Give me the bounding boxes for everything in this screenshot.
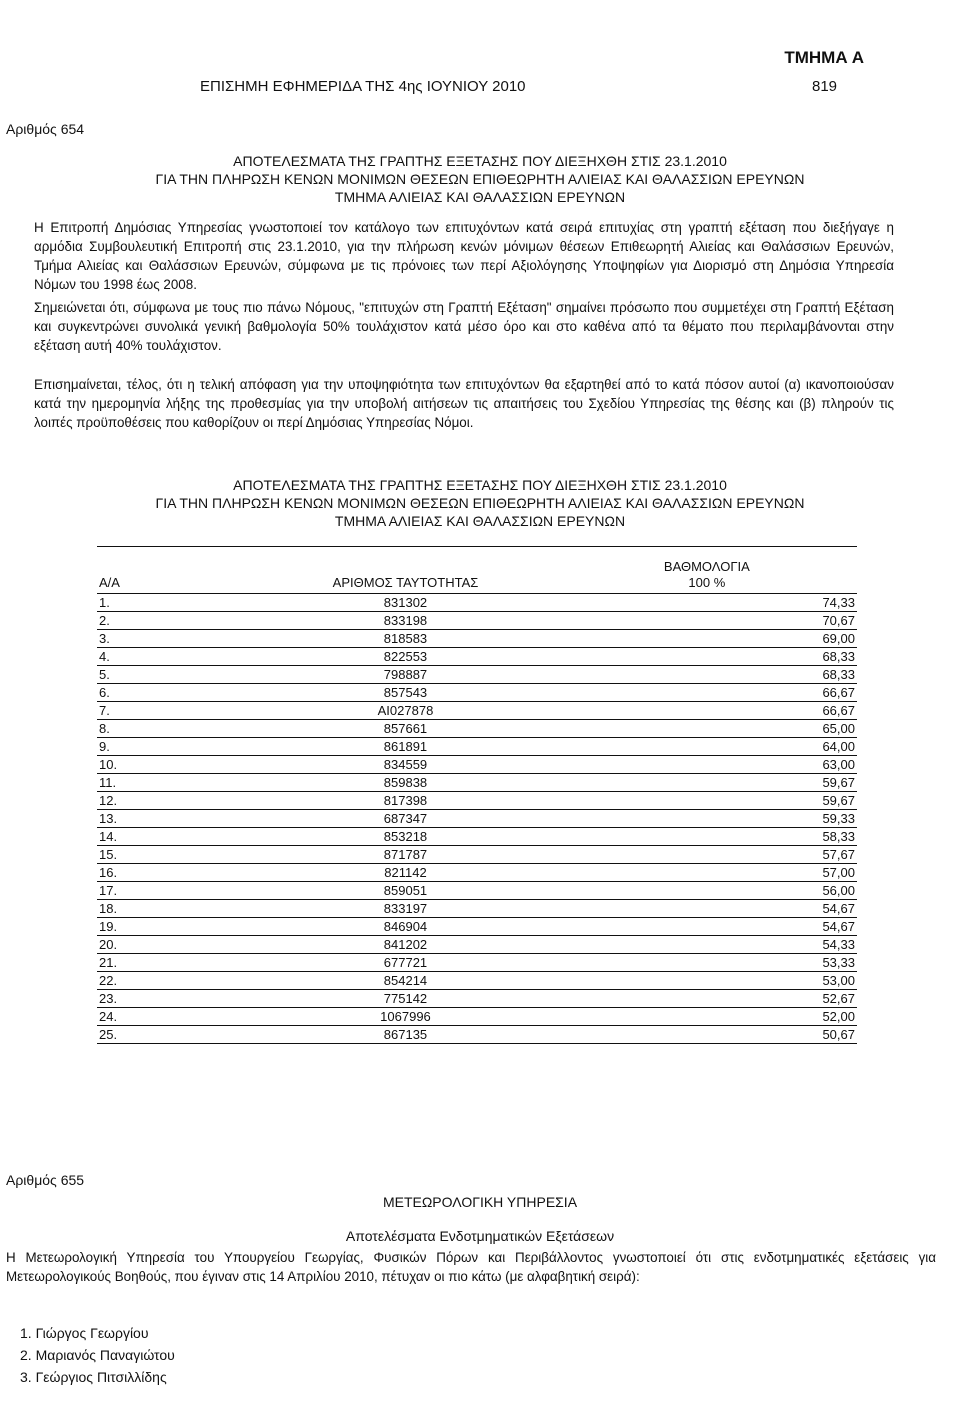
row-number: 21.	[97, 954, 252, 972]
table-row	[97, 594, 857, 612]
id-number: 859051	[252, 882, 558, 900]
notice-number: Αριθμός 655	[6, 1172, 85, 1188]
score: 68,33	[559, 648, 857, 666]
paragraph	[34, 298, 894, 355]
table-row	[97, 882, 857, 900]
row-number: 8.	[97, 720, 252, 738]
row-number: 11.	[97, 774, 252, 792]
id-number: AI027878	[252, 702, 558, 720]
row-number: 23.	[97, 990, 252, 1008]
paragraph-text: Η Επιτροπή Δημόσιας Υπηρεσίας γνωστοποιεί τον κατάλογο των επιτυχόντων κατά σειρά επιτυχίας στη γραπτή εξέταση που διεξήγαγε η αρμόδια Συμβουλευτική Επιτροπή στις 23.1.2010, για την πλήρωση κενών μόνιμων θέσεων Επιθεωρητή Αλιείας και Θαλάσσιων Ερευνών, Τμήμα Αλιείας και Θαλάσσιων Ερευνών, σύμφωνα με τις πρόνοιες των περί Αξιολόγησης Υποψηφίων για Διορισμό στη Δημόσια Υπηρεσία Νόμων του 1998 έως 2008.	[34, 220, 894, 292]
table-row	[97, 828, 857, 846]
table-row	[97, 756, 857, 774]
row-number: 1.	[97, 594, 252, 612]
table-row	[97, 720, 857, 738]
id-number: 867135	[252, 1026, 558, 1044]
paragraph-text: Σημειώνεται ότι, σύμφωνα με τους πιο πάνω Νόμους, "επιτυχών στη Γραπτή Εξέταση" σημαίνει πρόσωπο που συμμετέχει στη Γραπτή Εξέταση και συγκεντρώνει συνολικά γενική βαθμολογία 50% τουλάχιστον κατά μέσο όρο και στο καθένα από τα θέματο που περιλαμβάνονται στην εξέταση αυτή 40% τουλάχιστον.	[34, 300, 894, 353]
heading-line: ΤΜΗΜΑ ΑΛΙΕΙΑΣ ΚΑΙ ΘΑΛΑΣΣΙΩΝ ΕΡΕΥΝΩΝ	[334, 189, 626, 205]
notice-heading	[40, 152, 920, 206]
score: 69,00	[559, 630, 857, 648]
score: 57,67	[559, 846, 857, 864]
names-list	[20, 1322, 175, 1388]
id-number: 857661	[252, 720, 558, 738]
table-body	[97, 594, 857, 1044]
score: 66,67	[559, 684, 857, 702]
id-number: 798887	[252, 666, 558, 684]
subtitle: Αποτελέσματα Ενδοτμηματικών Εξετάσεων	[345, 1228, 615, 1244]
id-number: 846904	[252, 918, 558, 936]
id-number: 833197	[252, 900, 558, 918]
score: 54,33	[559, 936, 857, 954]
score: 59,33	[559, 810, 857, 828]
score: 68,33	[559, 666, 857, 684]
heading-line: ΑΠΟΤΕΛΕΣΜΑΤΑ ΤΗΣ ΓΡΑΠΤΗΣ ΕΞΕΤΑΣΗΣ ΠΟΥ ΔΙΕΞΗΧΘΗ ΣΤΙΣ 23.1.2010	[233, 153, 727, 169]
id-number: 854214	[252, 972, 558, 990]
id-number: 831302	[252, 594, 558, 612]
score: 50,67	[559, 1026, 857, 1044]
section-label: ΤΜΗΜΑ Α	[784, 48, 864, 67]
row-number: 22.	[97, 972, 252, 990]
id-number: 853218	[252, 828, 558, 846]
score: 59,67	[559, 774, 857, 792]
paragraph	[34, 218, 894, 294]
table-row	[97, 702, 857, 720]
score: 58,33	[559, 828, 857, 846]
paragraph-text: Η Μετεωρολογική Υπηρεσία του Υπουργείου Γεωργίας, Φυσικών Πόρων και Περιβάλλοντος γνωστοποιεί ότι στις ενδοτμηματικές εξετάσεις για Μετεωρολογικούς Βοηθούς, που έγιναν στις 14 Απριλίου 2010, πέτυχαν οι πιο κάτω (με αλφαβητική σειρά):	[6, 1250, 936, 1284]
score: 66,67	[559, 702, 857, 720]
list-item: 1. Γιώργος Γεωργίου	[20, 1325, 149, 1341]
heading-line: ΑΠΟΤΕΛΕΣΜΑΤΑ ΤΗΣ ΓΡΑΠΤΗΣ ΕΞΕΤΑΣΗΣ ΠΟΥ ΔΙΕΞΗΧΘΗ ΣΤΙΣ 23.1.2010	[233, 477, 727, 493]
id-number: 841202	[252, 936, 558, 954]
table-row	[97, 810, 857, 828]
score-label: ΒΑΘΜΟΛΟΓΙΑ	[663, 559, 750, 574]
id-number: 861891	[252, 738, 558, 756]
page-number: 819	[812, 78, 838, 95]
score: 52,00	[559, 1008, 857, 1026]
score: 52,67	[559, 990, 857, 1008]
table-row	[97, 630, 857, 648]
row-number: 3.	[97, 630, 252, 648]
id-number: 822553	[252, 648, 558, 666]
id-number: 857543	[252, 684, 558, 702]
table-row	[97, 972, 857, 990]
id-number: 834559	[252, 756, 558, 774]
row-number: 2.	[97, 612, 252, 630]
org-title: ΜΕΤΕΩΡΟΛΟΓΙΚΗ ΥΠΗΡΕΣΙΑ	[382, 1194, 578, 1210]
row-number: 9.	[97, 738, 252, 756]
id-number: 833198	[252, 612, 558, 630]
table-row	[97, 774, 857, 792]
table-row	[97, 684, 857, 702]
row-number: 18.	[97, 900, 252, 918]
id-number: 859838	[252, 774, 558, 792]
column-header-score	[559, 547, 857, 594]
table-row	[97, 666, 857, 684]
score: 57,00	[559, 864, 857, 882]
row-number: 19.	[97, 918, 252, 936]
row-number: 20.	[97, 936, 252, 954]
score: 65,00	[559, 720, 857, 738]
row-number: 15.	[97, 846, 252, 864]
row-number: 5.	[97, 666, 252, 684]
row-number: 17.	[97, 882, 252, 900]
score: 64,00	[559, 738, 857, 756]
table-row	[97, 864, 857, 882]
id-number: 775142	[252, 990, 558, 1008]
id-number: 821142	[252, 864, 558, 882]
table-row	[97, 612, 857, 630]
row-number: 16.	[97, 864, 252, 882]
table-row	[97, 738, 857, 756]
heading-line: ΓΙΑ ΤΗΝ ΠΛΗΡΩΣΗ ΚΕΝΩΝ ΜΟΝΙΜΩΝ ΘΕΣΕΩΝ ΕΠΙΘΕΩΡΗΤΗ ΑΛΙΕΙΑΣ ΚΑΙ ΘΑΛΑΣΣΙΩΝ ΕΡΕΥΝΩΝ	[155, 495, 805, 511]
row-number: 24.	[97, 1008, 252, 1026]
paragraph	[34, 375, 894, 432]
notice-number: Αριθμός 654	[6, 121, 85, 137]
column-header-id: ΑΡΙΘΜΟΣ ΤΑΥΤΟΤΗΤΑΣ	[252, 547, 558, 594]
paragraph	[6, 1248, 936, 1286]
row-number: 7.	[97, 702, 252, 720]
table-row	[97, 846, 857, 864]
table-row	[97, 1008, 857, 1026]
table-row	[97, 900, 857, 918]
row-number: 13.	[97, 810, 252, 828]
score: 53,33	[559, 954, 857, 972]
id-number: 818583	[252, 630, 558, 648]
heading-line: ΓΙΑ ΤΗΝ ΠΛΗΡΩΣΗ ΚΕΝΩΝ ΜΟΝΙΜΩΝ ΘΕΣΕΩΝ ΕΠΙΘΕΩΡΗΤΗ ΑΛΙΕΙΑΣ ΚΑΙ ΘΑΛΑΣΣΙΩΝ ΕΡΕΥΝΩΝ	[155, 171, 805, 187]
table-row	[97, 648, 857, 666]
row-number: 4.	[97, 648, 252, 666]
table-heading	[40, 476, 920, 530]
results-table	[97, 546, 857, 1044]
id-number: 1067996	[252, 1008, 558, 1026]
list-item: 3. Γεώργιος Πιτσιλλίδης	[20, 1369, 167, 1385]
table-row	[97, 792, 857, 810]
table-header-row	[97, 547, 857, 594]
table-row	[97, 990, 857, 1008]
row-number: 10.	[97, 756, 252, 774]
score: 54,67	[559, 918, 857, 936]
table-row	[97, 918, 857, 936]
row-number: 14.	[97, 828, 252, 846]
id-number: 677721	[252, 954, 558, 972]
gazette-title: ΕΠΙΣΗΜΗ ΕΦΗΜΕΡΙΔΑ ΤΗΣ 4ης ΙΟΥΝΙΟΥ 2010	[200, 78, 526, 95]
id-number: 687347	[252, 810, 558, 828]
heading-line: ΤΜΗΜΑ ΑΛΙΕΙΑΣ ΚΑΙ ΘΑΛΑΣΣΙΩΝ ΕΡΕΥΝΩΝ	[334, 513, 626, 529]
list-item: 2. Μαριανός Παναγιώτου	[20, 1347, 175, 1363]
score: 63,00	[559, 756, 857, 774]
paragraph-text: Επισημαίνεται, τέλος, ότι η τελική απόφαση για την υποψηφιότητα των επιτυχόντων θα εξαρτηθεί από το κατά πόσον αυτοί (α) ικανοποιούσαν κατά την ημερομηνία λήξης της προθεσμίας για την υποβολή αιτήσεων τις απαιτήσεις του Σχεδίου Υπηρεσίας της θέσης και (β) πληρούν τις λοιπές προϋποθέσεις που καθορίζουν οι περί Δημόσιας Υπηρεσίας Νόμοι.	[34, 377, 894, 430]
score-sublabel: 100 %	[688, 575, 726, 590]
table-row	[97, 936, 857, 954]
score: 56,00	[559, 882, 857, 900]
score: 54,67	[559, 900, 857, 918]
score: 70,67	[559, 612, 857, 630]
score: 59,67	[559, 792, 857, 810]
id-number: 817398	[252, 792, 558, 810]
score: 53,00	[559, 972, 857, 990]
column-header-aa: Α/Α	[97, 547, 252, 594]
score: 74,33	[559, 594, 857, 612]
table-row	[97, 954, 857, 972]
id-number: 871787	[252, 846, 558, 864]
row-number: 6.	[97, 684, 252, 702]
row-number: 12.	[97, 792, 252, 810]
table-row	[97, 1026, 857, 1044]
row-number: 25.	[97, 1026, 252, 1044]
